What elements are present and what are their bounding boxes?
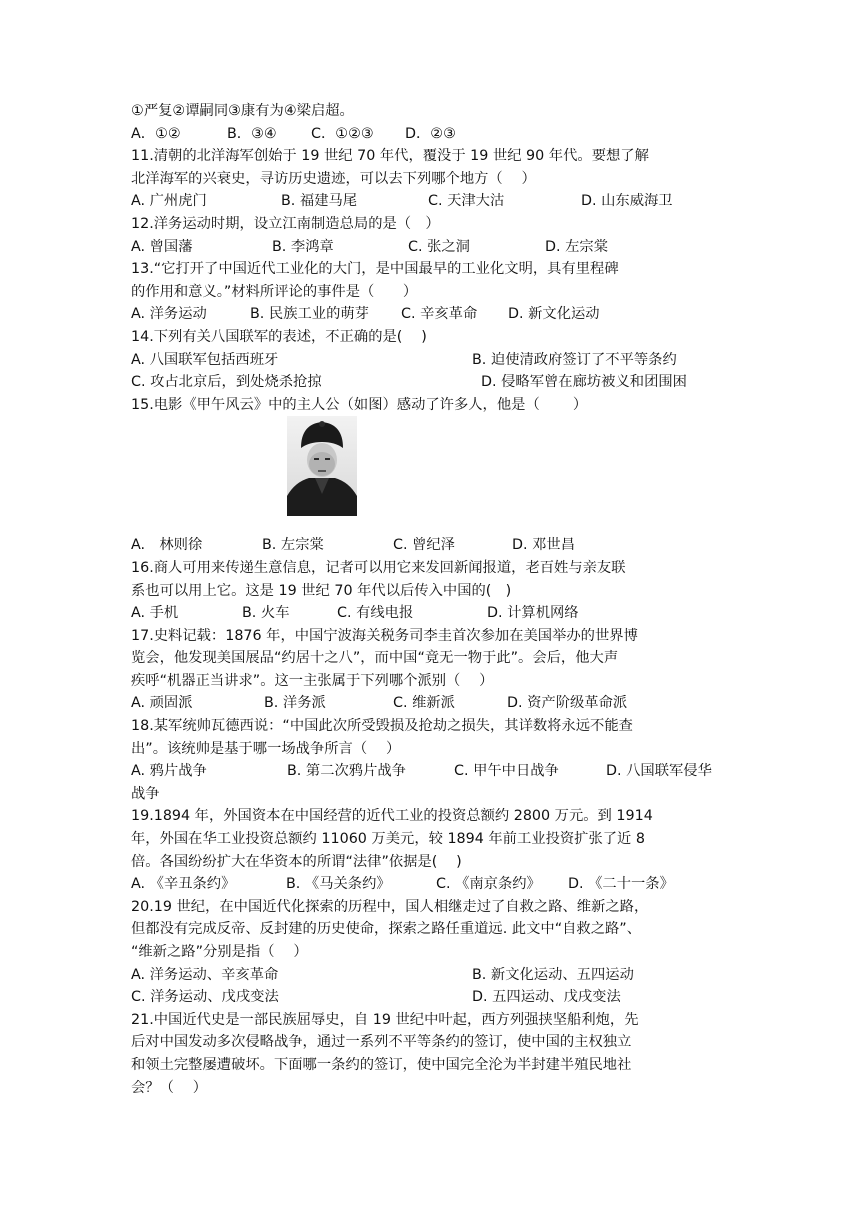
q13-line-2: 的作用和意义。”材料所评论的事件是（ ） [131, 283, 418, 300]
q11-line-1: 11.清朝的北洋海军创始于 19 世纪 70 年代，覆没于 19 世纪 90 年代。要想了解 [131, 148, 649, 165]
q20-options-row-1 [131, 964, 731, 987]
q18-option-b: B. 第二次鸦片战争 [287, 763, 406, 780]
q12-option-d: D. 左宗棠 [545, 238, 608, 255]
q10-option-c: C．①②③ [311, 125, 374, 142]
q14-stem: 14.下列有关八国联军的表述，不正确的是( ) [131, 328, 427, 345]
q15-option-b: B. 左宗棠 [262, 537, 324, 554]
q10-option-d: D．②③ [405, 125, 456, 142]
q15-option-a: A. 林则徐 [131, 537, 203, 554]
q20-option-d: D. 五四运动、戊戌变法 [472, 989, 621, 1006]
q14-option-c: C. 攻占北京后，到处烧杀抢掠 [131, 374, 322, 391]
q18-options [131, 760, 731, 783]
q21-line-4: 会？（ ） [131, 1079, 208, 1096]
q20-line-1: 20.19 世纪，在中国近代化探索的历程中，国人相继走过了自救之路、维新之路， [131, 898, 649, 915]
q20-option-c: C. 洋务运动、戊戌变法 [131, 989, 279, 1006]
q10-option-b: B．③④ [227, 125, 277, 142]
q17-line-2: 览会，他发现美国展品“约居十之八”，而中国“竟无一物于此”。会后，他大声 [131, 650, 619, 667]
q11-option-d: D. 山东威海卫 [581, 193, 673, 210]
q10-options [131, 123, 731, 146]
q11-option-a: A. 广州虎门 [131, 193, 207, 210]
q12-option-a: A. 曾国藩 [131, 238, 193, 255]
portrait-photo [287, 416, 357, 516]
q10-items: ①严复②谭嗣同③康有为④梁启超。 [131, 103, 354, 119]
q17-option-a: A. 顽固派 [131, 695, 193, 712]
q19-option-c: C. 《南京条约》 [436, 876, 541, 893]
q11-option-c: C. 天津大沽 [428, 193, 505, 210]
q14-option-a: A. 八国联军包括西班牙 [131, 351, 279, 368]
q16-option-b: B. 火车 [242, 605, 290, 622]
q13-line-1: 13.“它打开了中国近代工业化的大门，是中国最早的工业化文明，具有里程碑 [131, 261, 619, 278]
q17-line-1: 17.史料记载：1876 年，中国宁波海关税务司李圭首次参加在美国举办的世界博 [131, 627, 638, 644]
q20-option-b: B. 新文化运动、五四运动 [472, 966, 634, 983]
q15-figure-area [131, 416, 731, 534]
q14-option-b: B. 迫使清政府签订了不平等条约 [472, 351, 677, 368]
q16-option-d: D. 计算机网络 [487, 605, 579, 622]
q20-option-a: A. 洋务运动、辛亥革命 [131, 966, 279, 983]
q19-option-b: B. 《马关条约》 [286, 876, 391, 893]
q13-options [131, 303, 731, 326]
q13-option-d: D. 新文化运动 [508, 306, 600, 323]
q12-option-c: C. 张之洞 [408, 238, 470, 255]
q12-option-b: B. 李鸿章 [272, 238, 334, 255]
q13-option-a: A. 洋务运动 [131, 306, 207, 323]
q17-option-d: D. 资产阶级革命派 [507, 695, 628, 712]
q19-options [131, 873, 731, 896]
q21-line-1: 21.中国近代史是一部民族屈辱史，自 19 世纪中叶起，西方列强挟坚船利炮，先 [131, 1011, 639, 1028]
q15-option-d: D. 邓世昌 [512, 537, 575, 554]
q19-line-2: 年，外国在华工业投资总额约 11060 万美元，较 1894 年前工业投资扩张了近 8 [131, 831, 645, 848]
q16-option-a: A. 手机 [131, 605, 179, 622]
q17-option-c: C. 维新派 [393, 695, 455, 712]
q20-options-row-2 [131, 986, 731, 1009]
q12-stem: 12.洋务运动时期，设立江南制造总局的是（ ） [131, 215, 440, 232]
q14-option-d: D. 侵略军曾在廊坊被义和团围困 [481, 374, 687, 391]
q16-option-c: C. 有线电报 [337, 605, 414, 622]
q16-line-1: 16.商人可用来传递生意信息，记者可以用它来发回新闻报道，老百姓与亲友联 [131, 559, 626, 576]
q18-option-a: A. 鸦片战争 [131, 763, 207, 780]
q11-option-b: B. 福建马尾 [281, 193, 358, 210]
q15-options [131, 534, 731, 557]
q15-stem: 15.电影《甲午风云》中的主人公（如图）感动了许多人，他是（ ） [131, 396, 588, 413]
q11-line-2: 北洋海军的兴衰史，寻访历史遗迹，可以去下列哪个地方（ ） [131, 170, 536, 187]
q14-options-row-1 [131, 349, 731, 372]
q10-option-a: A．①② [131, 125, 181, 142]
q18-line-2: 出”。该统帅是基于哪一场战争所言（ ） [131, 740, 401, 757]
q21-line-3: 和领土完整屡遭破坏。下面哪一条约的签订，使中国完全沦为半封建半殖民地社 [131, 1056, 632, 1073]
q17-options [131, 692, 731, 715]
q12-options [131, 236, 731, 259]
q18-line-1: 18.某军统帅瓦德西说：“中国此次所受毁损及抢劫之损失，其详数将永远不能查 [131, 718, 633, 735]
q14-options-row-2 [131, 371, 731, 394]
q18-option-d: D. 八国联军侵华 [606, 763, 712, 780]
q16-options [131, 602, 731, 625]
q20-line-2: 但都没有完成反帝、反封建的历史使命，探索之路任重道远. 此文中“自救之路”、 [131, 921, 641, 938]
q21-line-2: 后对中国发动多次侵略战争，通过一系列不平等条约的签订，使中国的主权独立 [131, 1034, 632, 1051]
q17-option-b: B. 洋务派 [264, 695, 326, 712]
q19-option-d: D. 《二十一条》 [568, 876, 674, 893]
q13-option-b: B. 民族工业的萌芽 [250, 306, 369, 323]
q16-line-2: 系也可以用上它。这是 19 世纪 70 年代以后传入中国的( ) [131, 582, 512, 599]
q18-line-3: 战争 [131, 785, 160, 802]
q19-option-a: A. 《辛丑条约》 [131, 876, 236, 893]
q20-line-3: “维新之路”分别是指（ ） [131, 944, 308, 960]
q11-options [131, 190, 731, 213]
q15-option-c: C. 曾纪泽 [393, 537, 455, 554]
q18-option-c: C. 甲午中日战争 [454, 763, 559, 780]
q13-option-c: C. 辛亥革命 [401, 306, 478, 323]
q17-line-3: 疾呼“机器正当讲求”。这一主张属于下列哪个派别（ ） [131, 672, 494, 689]
exam-page [131, 100, 731, 1099]
q19-line-3: 倍。各国纷纷扩大在华资本的所谓“法律”依据是( ) [131, 853, 462, 870]
q19-line-1: 19.1894 年，外国资本在中国经营的近代工业的投资总额约 2800 万元。到 1914 [131, 808, 653, 825]
